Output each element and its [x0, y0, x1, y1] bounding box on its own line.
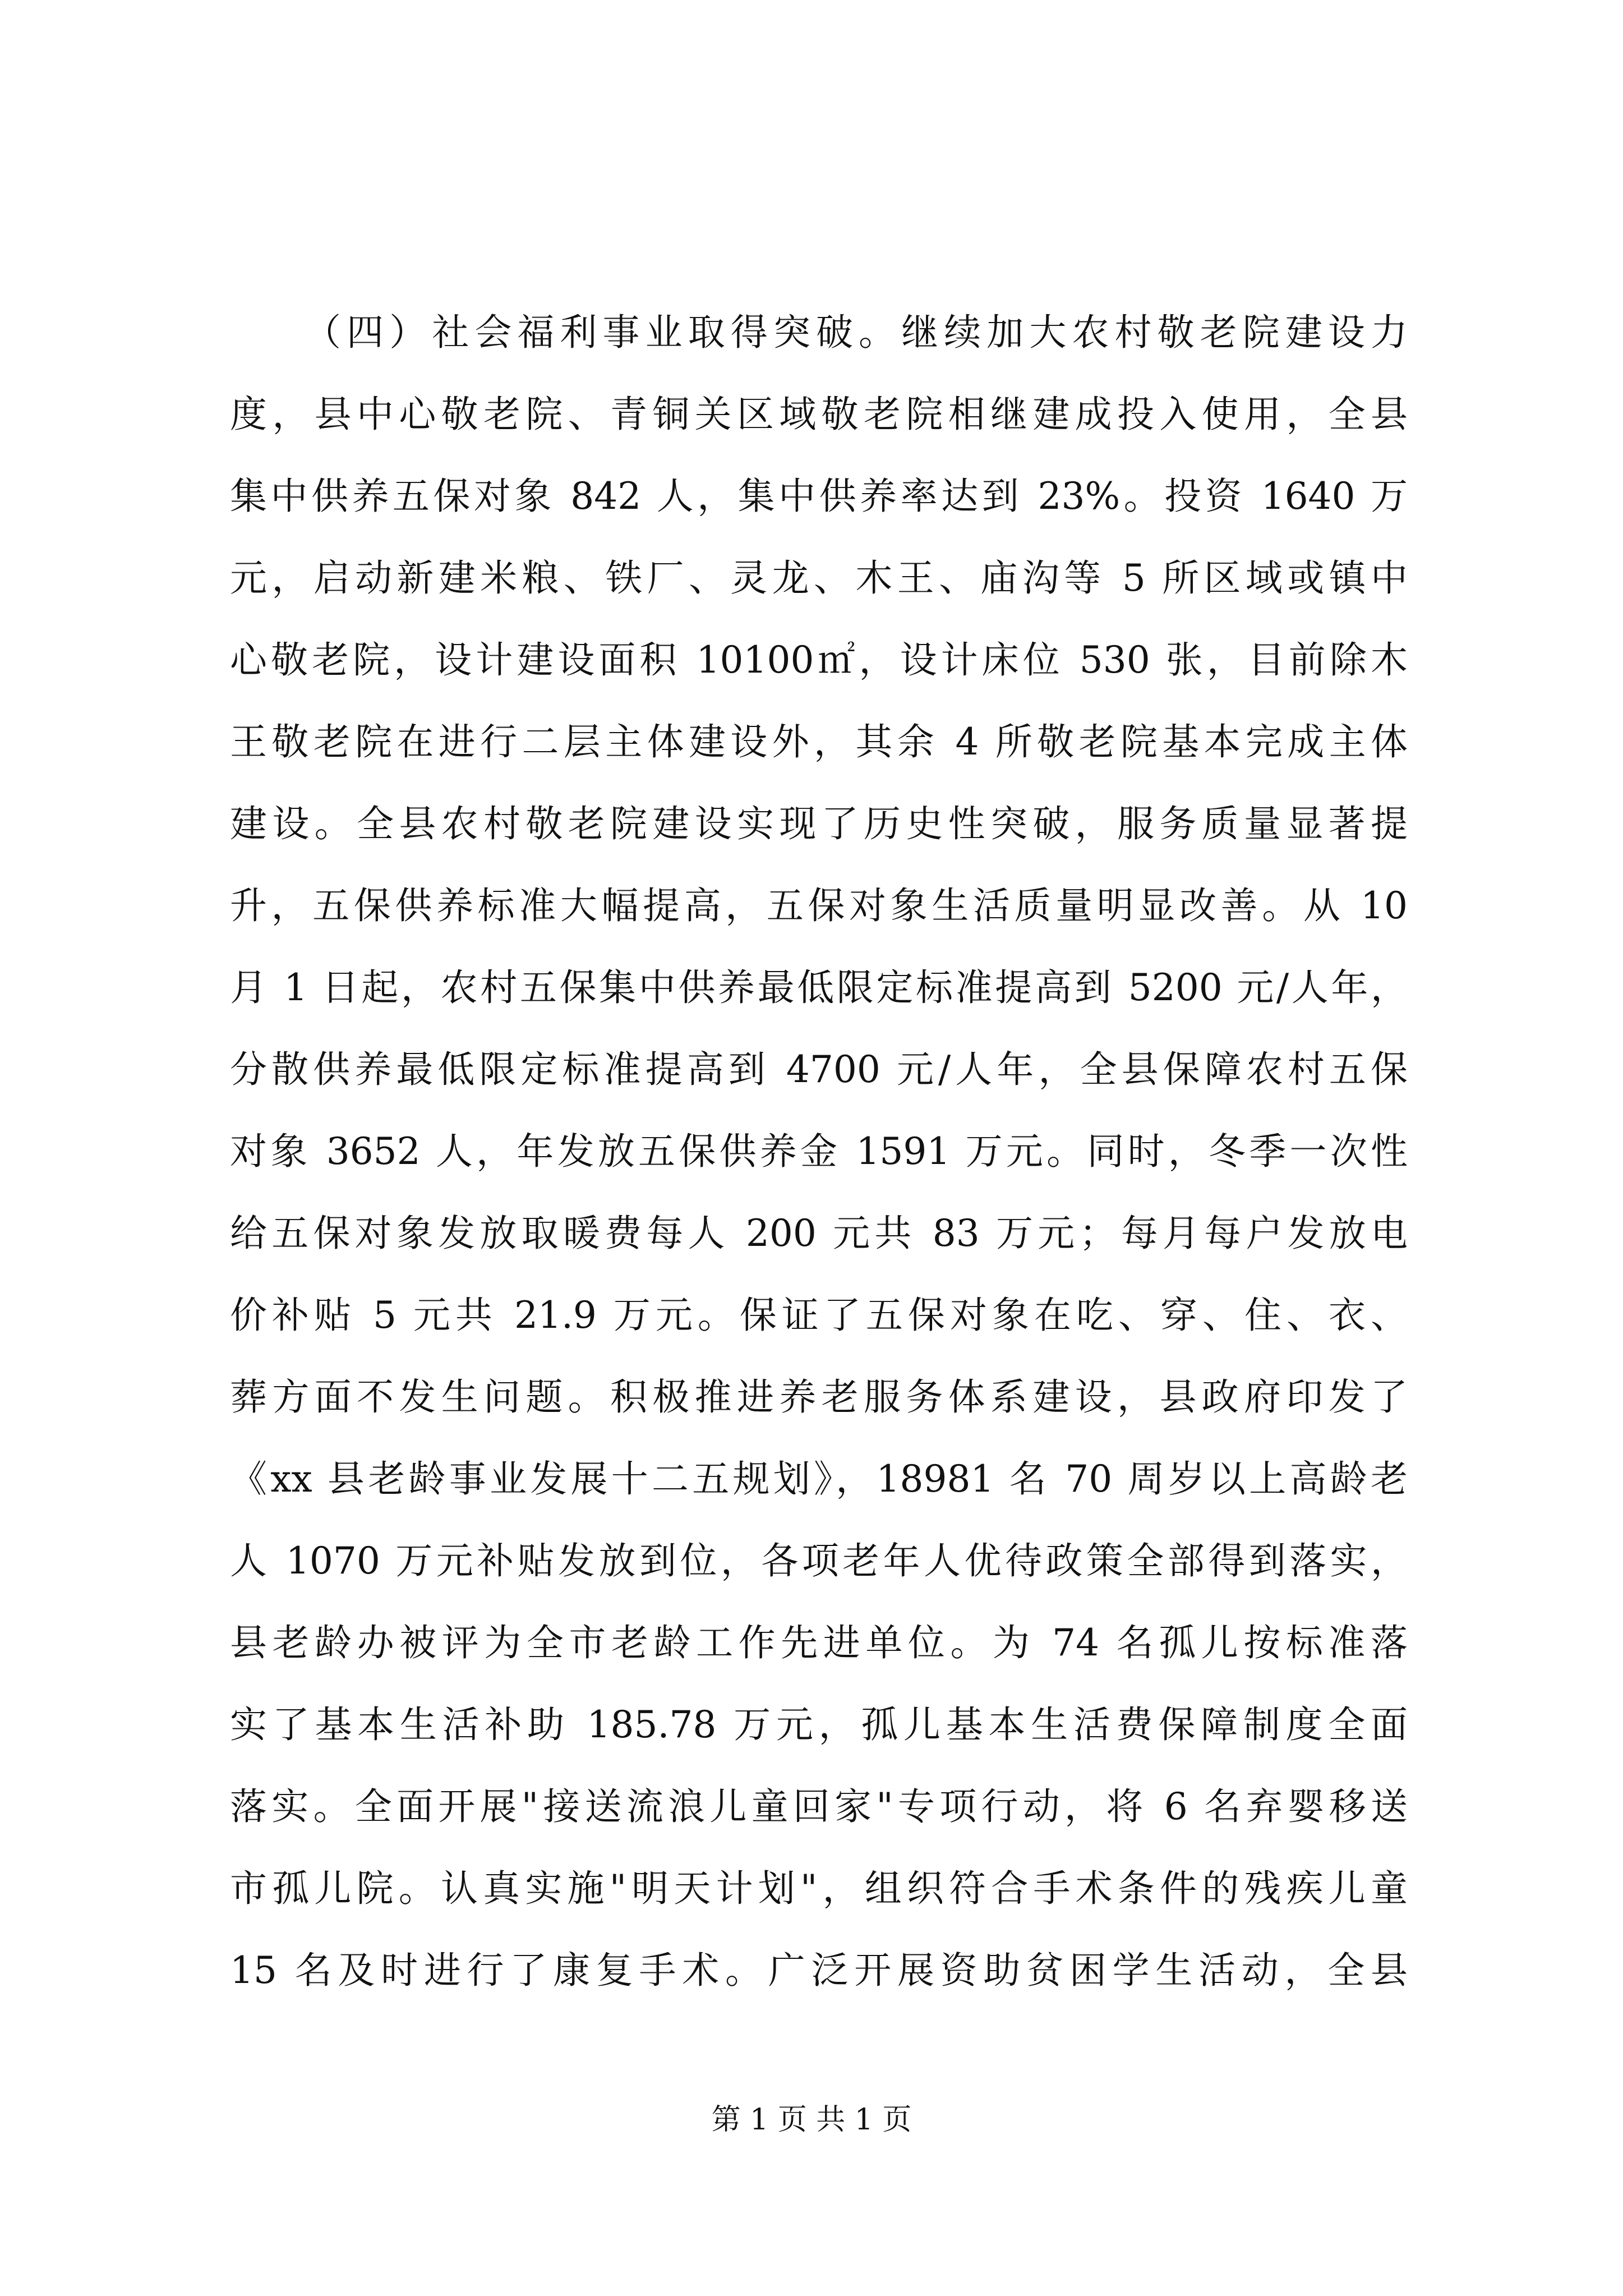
paragraph-line: 分散供养最低限定标准提高到 4700 元/人年，全县保障农村五保	[230, 1048, 1408, 1091]
paragraph-line: 升，五保供养标准大幅提高，五保对象生活质量明显改善。从 10	[230, 884, 1408, 927]
paragraph-line: 建设。全县农村敬老院建设实现了历史性突破，服务质量显著提	[230, 802, 1408, 845]
paragraph-line: 《xx 县老龄事业发展十二五规划》，18981 名 70 周岁以上高龄老	[230, 1457, 1408, 1501]
paragraph-line: 心敬老院，设计建设面积 10100㎡，设计床位 530 张，目前除木	[230, 638, 1408, 682]
paragraph-line: 度，县中心敬老院、青铜关区域敬老院相继建成投入使用，全县	[230, 393, 1408, 436]
paragraph-line: 市孤儿院。认真实施"明天计划"，组织符合手术条件的残疾儿童	[230, 1867, 1408, 1910]
paragraph-line: 集中供养五保对象 842 人，集中供养率达到 23%。投资 1640 万	[230, 475, 1408, 518]
page-number-footer: 第 1 页 共 1 页	[711, 2103, 912, 2137]
paragraph-line: 给五保对象发放取暖费每人 200 元共 83 万元；每月每户发放电	[230, 1212, 1408, 1255]
paragraph-line: 人 1070 万元补贴发放到位，各项老年人优待政策全部得到落实，	[230, 1539, 1408, 1582]
paragraph-line: 落实。全面开展"接送流浪儿童回家"专项行动，将 6 名弃婴移送	[230, 1785, 1408, 1828]
paragraph-line: 15 名及时进行了康复手术。广泛开展资助贫困学生活动，全县	[230, 1949, 1408, 1992]
paragraph-line: 对象 3652 人，年发放五保供养金 1591 万元。同时，冬季一次性	[230, 1130, 1408, 1173]
paragraph-line: 月 1 日起，农村五保集中供养最低限定标准提高到 5200 元/人年，	[230, 966, 1408, 1009]
paragraph-line: 价补贴 5 元共 21.9 万元。保证了五保对象在吃、穿、住、衣、	[230, 1294, 1408, 1337]
paragraph-line: 县老龄办被评为全市老龄工作先进单位。为 74 名孤儿按标准落	[230, 1621, 1408, 1664]
paragraph-line: 王敬老院在进行二层主体建设外，其余 4 所敬老院基本完成主体	[230, 720, 1408, 763]
paragraph-line: 元，启动新建米粮、铁厂、灵龙、木王、庙沟等 5 所区域或镇中	[230, 556, 1408, 600]
body-paragraph	[230, 292, 1408, 2012]
paragraph-line: 葬方面不发生问题。积极推进养老服务体系建设，县政府印发了	[230, 1375, 1408, 1419]
paragraph-line: 实了基本生活补助 185.78 万元，孤儿基本生活费保障制度全面	[230, 1703, 1408, 1746]
paragraph-line: （四）社会福利事业取得突破。继续加大农村敬老院建设力	[304, 311, 1408, 354]
